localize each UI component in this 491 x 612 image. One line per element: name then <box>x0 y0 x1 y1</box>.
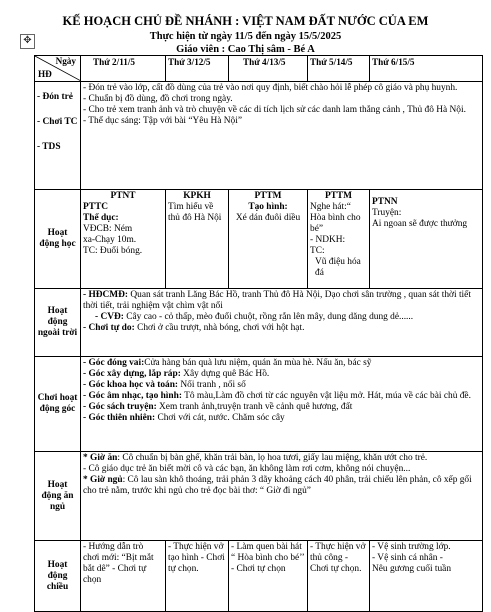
day-header-fri: Thứ 6/15/5 <box>370 56 483 82</box>
period-line: Thực hiện từ ngày 11/5 đến ngày 15/5/2025 <box>149 31 342 42</box>
study-row <box>35 190 483 289</box>
study-wed <box>229 190 308 289</box>
day-header-wed: Thứ 4/13/5 <box>229 56 308 82</box>
corner-item <box>83 369 480 380</box>
meal-label: Hoạt động ăn ngủ <box>35 452 81 541</box>
teacher-line: Giáo viên : Cao Thị sâm - Bé A <box>176 44 315 55</box>
corner-item-text: Xem tranh ảnh,truyện tranh về cảnh quê hương, đất <box>156 402 353 412</box>
afternoon-label: Hoạt động chiều <box>35 541 81 612</box>
study-thu <box>308 190 370 289</box>
day-header-mon: Thứ 2/11/5 <box>81 56 166 82</box>
corner-item <box>83 402 480 413</box>
afternoon-wed: - Làm quen bài hát “ Hòa bình cho bé’’ - Chơi tự chọn <box>229 541 308 612</box>
corner-item <box>83 391 480 402</box>
afternoon-mon: - Hướng dẫn trò chơi mới: “Bịt mắt bắt dê” - Chơi tự chọn <box>81 541 166 612</box>
corner-item-text: Xây dựng quê Bác Hồ. <box>180 369 270 379</box>
outdoor-line-1-head: - HĐCMĐ: <box>83 290 129 300</box>
outdoor-line-1-text: Quan sát tranh Lăng Bác Hồ, tranh Thủ đô Hà Nội, Dạo chơi sân trường , quan sát thời tiết thời tiết, trải nghiệm vật chìm vật nổi <box>83 290 471 311</box>
study-fri-body2: Ai ngoan sẽ được thưởng <box>372 219 468 229</box>
meal-row <box>35 452 483 541</box>
corner-item-text: Nối tranh , nối số <box>178 380 246 390</box>
plan-table <box>34 55 483 612</box>
morning-line: - Đón trẻ vào lớp, cất đồ dùng của trẻ vào nơi quy định, biết chào hỏi lễ phép cô giáo và phụ huynh. <box>83 83 458 93</box>
study-fri-body: Truyện: <box>372 208 402 218</box>
corner-item-text: Chơi với cát, nước. Chăm sóc cây <box>155 413 285 423</box>
morning-line: - Chuẩn bị đồ dùng, đồ chơi trong ngày. <box>83 94 233 104</box>
corner-item-head: - Góc đóng vai: <box>83 358 145 368</box>
corner-item <box>83 380 480 391</box>
corner-item-head: - Góc thiên nhiên: <box>83 413 156 423</box>
meal-line-3-text: : Cô lau sàn khô thoáng, trải phản 3 dãy khoảng cách 40 phân, trải chiếu lên phản, cô xếp gối cho trẻ nằm, trước khi ngủ cho trẻ đọc bài thơ: “ Giờ đi ngủ” <box>83 475 472 496</box>
afternoon-fri: - Vệ sinh trường lớp. - Vệ sinh cá nhân - Nêu gương cuối tuần <box>370 541 483 612</box>
meal-line-1-head: * Giờ ăn <box>83 453 118 463</box>
morning-line: - Thể dục sáng: Tập với bài “Yêu Hà Nội” <box>83 116 242 126</box>
outdoor-line-2-head: - CVĐ: <box>95 312 124 322</box>
afternoon-tue: - Thực hiện vở tạo hình - Chơi tự chọn. <box>166 541 229 612</box>
corner-content <box>81 357 483 452</box>
corner-hd-label: HĐ <box>38 69 52 79</box>
afternoon-row <box>35 541 483 612</box>
corner-item-head: - Góc âm nhạc, tạo hình: <box>83 391 182 401</box>
study-mon-tc: TC: Đuổi bóng. <box>83 246 143 256</box>
outdoor-line-3 <box>83 323 480 334</box>
meal-line-1 <box>83 453 480 464</box>
outdoor-line-2 <box>83 312 480 323</box>
outdoor-line-3-head: - Chơi tự do: <box>83 323 135 333</box>
corner-day-label: Ngày <box>55 56 76 66</box>
afternoon-thu: - Thực hiện vở thủ công - Chơi tự chọn. <box>308 541 370 612</box>
study-thu-tc2: Vũ điệu hóa đá <box>315 257 361 278</box>
morning-label-2: - Chơi TC <box>37 117 78 127</box>
corner-label: Chơi hoạt động góc <box>35 357 81 452</box>
corner-item-head: - Góc xây dựng, lắp ráp: <box>83 369 181 379</box>
study-thu-body: Nghe hát:“ Hòa bình cho bé” <box>310 202 361 234</box>
outdoor-label: Hoạt động ngoài trời <box>35 289 81 357</box>
study-thu-head: PTTM <box>324 191 353 201</box>
page-title: KẾ HOẠCH CHỦ ĐỀ NHÁNH : VIỆT NAM ĐẤT NƯỚC CỦA EM <box>62 14 429 28</box>
study-wed-body: Xé dán đuôi diều <box>235 213 301 223</box>
morning-line: - Cho trẻ xem tranh ảnh và trò chuyện về các di tích lịch sử các danh lam thắng cảnh , Thủ đô Hà Nội. <box>83 105 466 115</box>
morning-label-3: - TDS <box>37 142 61 152</box>
corner-cell <box>35 56 81 82</box>
study-wed-head: PTTM <box>254 191 282 201</box>
meal-line-2: - Cô giáo dục trẻ ăn biết mời cô và các bạn, ăn không làm rơi cơm, không nói chuyện... <box>83 464 411 474</box>
outdoor-line-2-text: Cây cao - cỏ thấp, mèo đuổi chuột, rồng rắn lên mây, dung dăng dung dẻ...... <box>123 312 414 322</box>
morning-label-1: - Đón trẻ <box>37 92 73 102</box>
study-label: Hoạt động học <box>35 190 81 289</box>
study-thu-ndkh: - NDKH: <box>310 235 346 245</box>
meal-line-3 <box>83 475 480 497</box>
study-tue-body: Tìm hiểu về thủ đô Hà Nội <box>168 202 222 223</box>
study-fri <box>370 190 483 289</box>
morning-label <box>35 82 81 190</box>
study-wed-sub: Tạo hình: <box>248 202 288 212</box>
study-tue-head: KPKH <box>183 191 211 201</box>
day-header-thu: Thứ 5/14/5 <box>308 56 370 82</box>
study-thu-tc: TC: <box>310 246 325 256</box>
study-mon-sub: PTTC <box>83 202 109 212</box>
move-handle-icon[interactable]: ✥ <box>20 34 35 49</box>
meal-line-3-head: * Giờ ngủ <box>83 475 123 485</box>
day-header-tue: Thứ 3/12/5 <box>166 56 229 82</box>
study-tue <box>166 190 229 289</box>
outdoor-line-3-text: Chơi ở cầu trượt, nhà bóng, chơi với hột hạt. <box>134 323 305 333</box>
corner-item-head: - Góc khoa học và toán: <box>83 380 179 390</box>
corner-item <box>83 413 480 424</box>
meal-content <box>81 452 483 541</box>
morning-content <box>81 82 483 190</box>
study-mon-head: PTNT <box>110 191 136 201</box>
study-mon-body: VĐCB: Ném xa-Chạy 10m. <box>83 224 137 245</box>
morning-row <box>35 82 483 190</box>
study-mon <box>81 190 166 289</box>
corner-row <box>35 357 483 452</box>
corner-item-head: - Góc sách truyện: <box>83 402 157 412</box>
study-mon-sub2: Thể dục: <box>83 213 119 223</box>
corner-item <box>83 358 480 369</box>
corner-item-text: Cửa hàng bán quà lưu niệm, quán ăn mùa hè. Nấu ăn, bác sỹ <box>144 358 372 368</box>
outdoor-content <box>81 289 483 357</box>
meal-line-1-text: : Cô chuẩn bị bàn ghế, khăn trải bàn, lọ hoa tươi, giấy lau miệng, khăn ướt cho trẻ. <box>117 453 428 463</box>
corner-item-text: Tô màu,Làm đồ chơi từ các nguyên vật liệu mở. Hát, múa về các bài chủ đề. <box>181 391 471 401</box>
outdoor-row <box>35 289 483 357</box>
header-row <box>35 56 483 82</box>
study-fri-head: PTNN <box>372 197 398 207</box>
outdoor-line-1 <box>83 290 480 312</box>
